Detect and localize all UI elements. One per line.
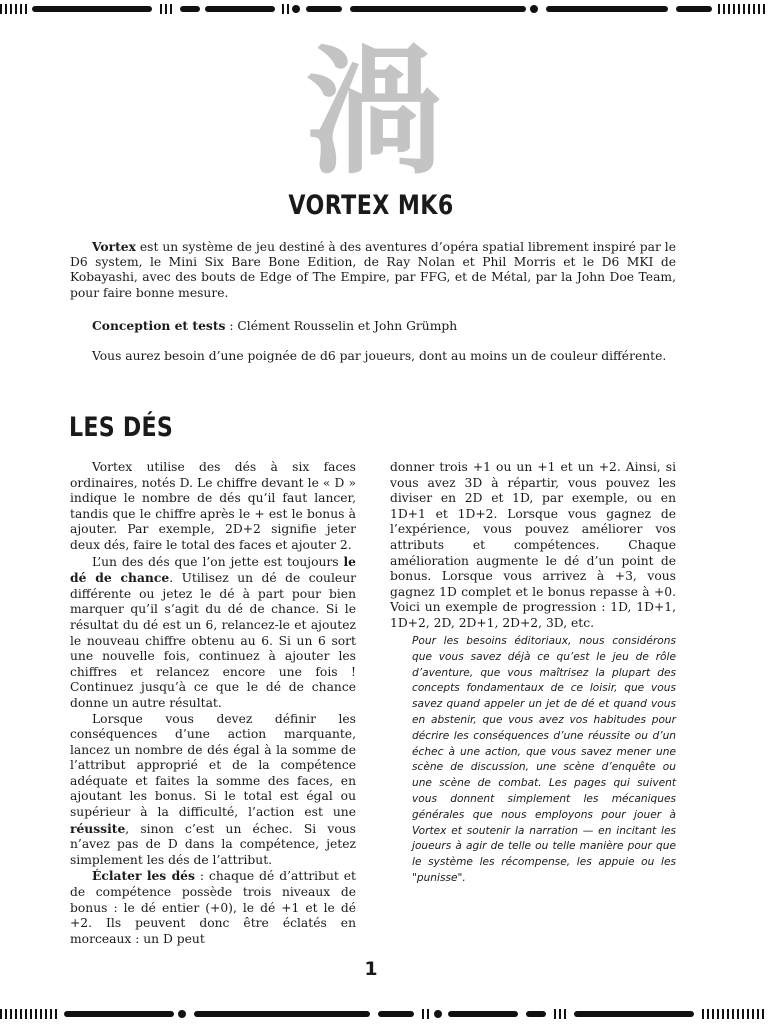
credits-names: : Clément Rousselin et John Grümph [225,319,458,333]
section-heading-les-des: LES DÉS [69,412,174,443]
intro-text-1: est un système de jeu destiné à des aventures d’opéra spatial librement inspiré par le D6 system, le Mini Six Bare Bone Edition, de Ray Nolan et Phil Morris et le D6 MKI de Kobayashi, avec des bouts de Edge of The Empire, par FFG, et de Métal, par la John Doe Team, pour faire bonne mesure. [70,240,676,300]
bottom-border-decoration [0,1008,768,1020]
chance-die-term: le dé de chance [70,553,356,586]
dice-p4-text: : chaque dé d’attribut et de compétence possède trois niveaux de bonus : le dé entier (+0), le dé +1 et le dé +2. Ils peuvent donc être éclatés en morceaux : un D peut [70,869,356,946]
dice-paragraph-2 [70,554,356,712]
top-border-graphic [0,3,768,15]
dice-paragraph-1: Vortex utilise des dés à six faces ordinaires, notés D. Le chiffre devant le « D » indique le nombre de dés qu’il faut lancer, tandis que le chiffre après le + est le bonus à ajouter. Par exemple, 2D+2 signifie jeter deux dés, faire le total des faces et ajouter 2. [70,460,356,552]
page-title: VORTEX MK6 [288,190,454,221]
dice-paragraph-3 [70,712,356,869]
bottom-border-graphic [0,1008,768,1020]
intro-paragraph-dice-needed: Vous aurez besoin d’une poignée de d6 par joueurs, dont au moins un de couleur différente. [92,349,667,363]
intro-bold-vortex: Vortex [92,239,136,254]
intro-paragraph-1 [70,239,676,301]
editorial-sidebar-note: Pour les besoins éditoriaux, nous considérons que vous savez déjà ce qu’est le jeu de rôle d’aventure, que vous maîtrisez la plupart des concepts fondamentaux de ce loisir, que vous savez quand appeler un jet de dé et quand vous en abstenir, que vous avez vos habitudes pour décrire les conséquences d’une réussite ou d’un échec à une action, que vous savez mener une scène de discussion, une scène d’enquête ou une scène de combat. Les pages qui suivent vous donnent simplement les mécaniques générales que nous employons pour jouer à Vortex et soutenir la narration — en incitant les joueurs à agir de telle ou telle manière pour que le système les récompense, les appuie ou les "punisse". [412,635,676,884]
intro-paragraph-credits [70,318,676,334]
dice-paragraph-4 [70,868,356,947]
credits-label: Conception et tests [92,318,226,333]
dice-p2-text-b: . Utilisez un dé de couleur différente ou jetez le dé à part pour bien marquer qu’il s’agit du dé de chance. Si le résultat du dé est un 6, relancez-le et ajoutez le nouveau chiffre obtenu au 6. Si un 6 sort une nouvelle fois, continuez à ajouter les chiffres et relancez encore une fois ! Continuez jusqu’à ce que le dé de chance donne un autre résultat. [70,571,356,710]
split-dice-term: Éclater les dés [92,868,195,884]
top-border-pattern [0,4,765,14]
left-column [70,460,356,947]
page-number: 1 [364,958,378,980]
dice-p2-text-a: L’un des dés que l’on jette est toujours [92,554,344,569]
success-term: réussite [70,820,126,836]
dice-p3-text-b: , sinon c’est un échec. Si vous n’avez pas de D dans la compétence, jetez simplement les dés de l’attribut. [70,821,356,867]
dice-p3-text-a: Lorsque vous devez définir les conséquences d’une action marquante, lancez un nombre de dés égal à la somme de l’attribut approprié et de la compétence adéquate et faites la somme des faces, en ajoutant les bonus. Si le total est égal ou supérieur à la difficulté, l’action est une [70,711,356,820]
vortex-kanji-logo: 渦 [304,31,445,194]
top-border-decoration [0,3,768,15]
dice-paragraph-4-continued: donner trois +1 ou un +1 et un +2. Ainsi, si vous avez 3D à répartir, vous pouvez les diviser en 2D et 1D, par exemple, ou en 1D+1 et 1D+2. Lorsque vous gagnez de l’expérience, vous pouvez améliorer vos attributs et compétences. Chaque amélioration augmente le dé d’un point de bonus. Lorsque vous arrivez à +3, vous gagnez 1D complet et le bonus repasse à +0. Voici un exemple de progression : 1D, 1D+1, 1D+2, 2D, 2D+1, 2D+2, 3D, etc. [390,460,676,630]
bottom-border-pattern [0,1009,764,1019]
right-column [390,460,676,632]
